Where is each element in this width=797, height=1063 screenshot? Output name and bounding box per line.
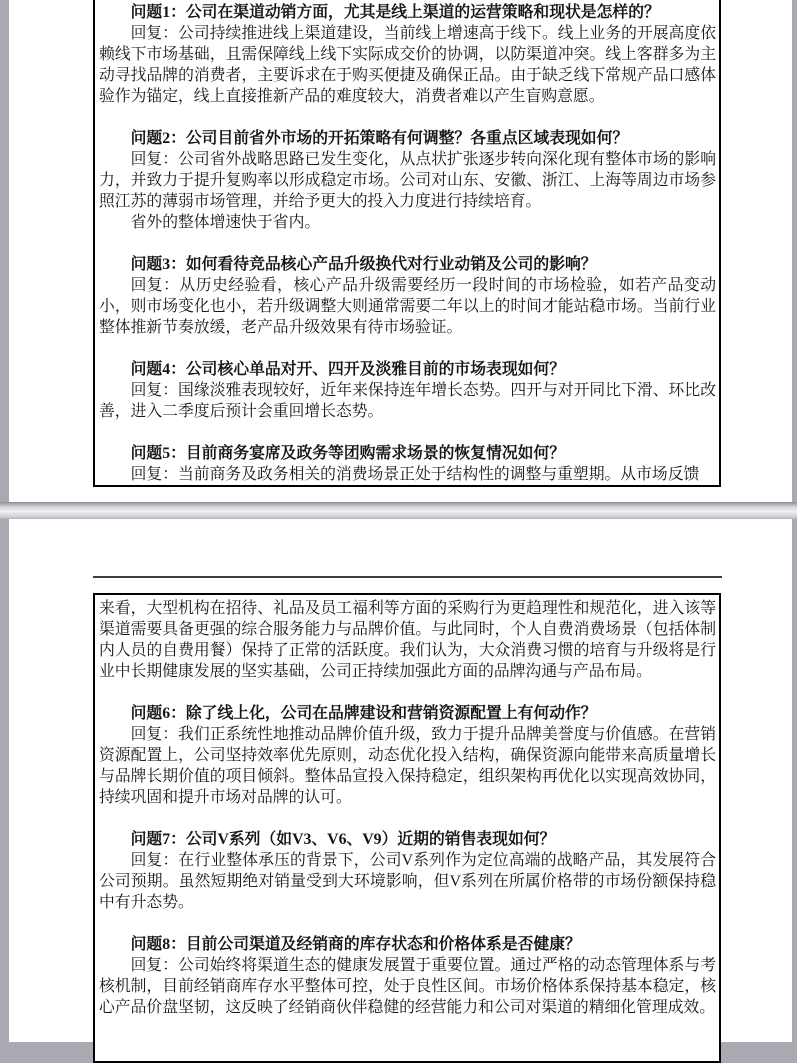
answer-5-continuation-paragraph: 来看，大型机构在招待、礼品及员工福利等方面的采购行为更趋理性和规范化，进入该等渠道需要具备更强的综合服务能力与品牌价值。与此同时，个人自费消费场景（包括体制内人员的自费用餐）保持了正常的活跃度。我们认为，大众消费习惯的培育与升级将是行业中长期健康发展的坚实基础，公司正持续加强此方面的品牌沟通与产品布局。 xyxy=(99,600,716,680)
page-2 xyxy=(9,519,792,1042)
qa-block-6 xyxy=(99,703,716,808)
qa-block-1 xyxy=(99,2,716,107)
answer-4-paragraph: 回复：国缘淡雅表现较好，近年来保持连年增长态势。四开与对开同比下滑、环比改善，进入二季度后预计会重回增长态势。 xyxy=(99,382,716,420)
question-1-heading: 问题1：公司在渠道动销方面，尤其是线上渠道的运营策略和现状是怎样的？ xyxy=(130,4,660,21)
answer-6-paragraph: 回复：我们正系统性地推动品牌价值升级，致力于提升品牌美誉度与价值感。在营销资源配置上，公司坚持效率优先原则，动态优化投入结构，确保资源向能带来高质量增长与品牌长期价值的项目倾斜。整体品宣投入保持稳定，组织架构再优化以实现高效协同，持续巩固和提升市场对品牌的认可。 xyxy=(99,726,716,806)
question-4-heading: 问题4：公司核心单品对开、四开及淡雅目前的市场表现如何？ xyxy=(130,361,566,378)
continuation-block xyxy=(99,598,716,682)
question-2-heading: 问题2：公司目前省外市场的开拓策略有何调整？各重点区域表现如何？ xyxy=(130,130,629,147)
question-8-heading: 问题8：目前公司渠道及经销商的库存状态和价格体系是否健康？ xyxy=(130,936,581,953)
qa-block-2 xyxy=(99,128,716,233)
answer-2-paragraph-1: 回复：公司省外战略思路已发生变化，从点状扩张逐步转向深化现有整体市场的影响力，并致力于提升复购率以形成稳定市场。公司对山东、安徽、浙江、上海等周边市场参照江苏的薄弱市场管理，并给予更大的投入力度进行持续培育。 xyxy=(99,151,716,210)
answer-8-paragraph: 回复：公司始终将渠道生态的健康发展置于重要位置。通过严格的动态管理体系与考核机制，目前经销商库存水平整体可控，处于良性区间。市场价格体系保持基本稳定，核心产品价盘坚韧，这反映了经销商伙伴稳健的经营能力和公司对渠道的精细化管理成效。 xyxy=(99,957,716,1016)
qa-block-7 xyxy=(99,829,716,913)
qa-block-4 xyxy=(99,359,716,422)
question-5-heading: 问题5：目前商务宴席及政务等团购需求场景的恢复情况如何？ xyxy=(130,445,566,462)
answer-7-paragraph: 回复：在行业整体承压的背景下，公司V系列作为定位高端的战略产品，其发展符合公司预期。虽然短期绝对销量受到大环境影响，但V系列在所属价格带的市场份额保持稳中有升态势。 xyxy=(99,852,716,911)
page1-content-box xyxy=(93,0,721,487)
question-3-heading: 问题3：如何看待竞品核心产品升级换代对行业动销及公司的影响？ xyxy=(130,256,597,273)
answer-5-paragraph: 回复：当前商务及政务相关的消费场景正处于结构性的调整与重塑期。从市场反馈 xyxy=(130,466,700,483)
answer-3-paragraph: 回复：从历史经验看，核心产品升级需要经历一段时间的市场检验，如若产品变动小，则市场变化也小，若升级调整大则通常需要二年以上的时间才能站稳市场。当前行业整体推新节奏放缓，老产品升级效果有待市场验证。 xyxy=(99,277,716,336)
answer-1-paragraph: 回复：公司持续推进线上渠道建设，当前线上增速高于线下。线上业务的开展高度依赖线下市场基础，且需保障线上线下实际成交价的协调，以防渠道冲突。线上客群多为主动寻找品牌的消费者，主要诉求在于购买便捷及确保正品。由于缺乏线下常规产品口感体验作为锚定，线上直接推新产品的难度较大，消费者难以产生盲购意愿。 xyxy=(99,25,716,105)
question-6-heading: 问题6：除了线上化，公司在品牌建设和营销资源配置上有何动作？ xyxy=(130,705,597,722)
page-gap xyxy=(0,502,797,519)
page2-content-box xyxy=(93,593,721,1063)
question-7-heading: 问题7：公司V系列（如V3、V6、V9）近期的销售表现如何？ xyxy=(130,831,556,848)
page-header-rule xyxy=(93,576,722,578)
qa-block-3 xyxy=(99,254,716,338)
page-1 xyxy=(9,0,792,502)
qa-block-8 xyxy=(99,934,716,1018)
answer-2-paragraph-2: 省外的整体增速快于省内。 xyxy=(130,214,321,231)
qa-block-5 xyxy=(99,443,716,485)
